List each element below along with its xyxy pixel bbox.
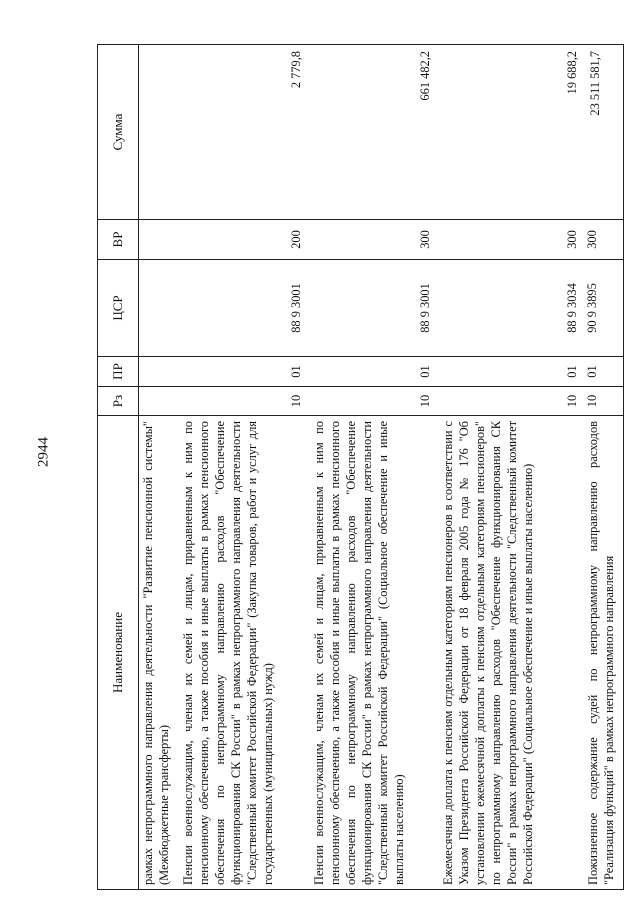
row-name: Пожизненное содержание судей по непрограммному направлению расходов "Реализация функций" в рамках непрограммного направления [584,416,624,890]
row-rz: 10 [437,387,584,416]
row-pr: 01 [584,357,624,387]
row-sum: 23 511 581,7 [584,45,624,220]
header-rz: Рз [98,387,139,416]
row-name: рамках непрограммного направления деятельности "Развитие пенсионной системы" (Межбюджетные трансферты) [139,416,177,890]
header-name: Наименование [98,416,139,890]
header-vr: ВР [98,220,139,260]
table-row [139,45,177,890]
table-row [177,45,308,890]
row-name: Пенсии военнослужащим, членам их семей и лицам, приравненным к ним по пенсионному обеспечению, а также пособия и иные выплаты в рамках пенсионного обеспечения по непрограммному направлению расходов "Обеспечение функционирования СК России" в рамках непрограммного направления деятельности "Следственный комитет Российской Федерации" (Социальное обеспечение и иные выплаты населению) [308,416,437,890]
row-pr: 01 [177,357,308,387]
page-number: 2944 [35,437,52,467]
table-header-row [98,45,139,890]
row-csr: 90 9 3895 [584,260,624,357]
row-sum: 19 688,2 [437,45,584,220]
row-csr: 88 9 3034 [437,260,584,357]
header-pr: ПР [98,357,139,387]
table-row [308,45,437,890]
row-vr: 300 [437,220,584,260]
row-rz [139,387,177,416]
row-sum: 2 779,8 [177,45,308,220]
row-vr: 200 [177,220,308,260]
row-csr: 88 9 3001 [177,260,308,357]
row-vr [139,220,177,260]
row-rz: 10 [177,387,308,416]
row-name: Пенсии военнослужащим, членам их семей и лицам, приравненным к ним по пенсионному обеспечению, а также пособия и иные выплаты в рамках пенсионного обеспечения по непрограммному направлению расходов "Обеспечение функционирования СК России" в рамках непрограммного направления деятельности "Следственный комитет Российской Федерации" (Закупка товаров, работ и услуг для государственных (муниципальных) нужд) [177,416,308,890]
budget-table [97,44,624,890]
row-rz: 10 [308,387,437,416]
row-sum [139,45,177,220]
budget-table-sheet [97,45,627,890]
header-csr: ЦСР [98,260,139,357]
row-vr: 300 [308,220,437,260]
row-csr: 88 9 3001 [308,260,437,357]
row-pr: 01 [437,357,584,387]
row-rz: 10 [584,387,624,416]
row-pr: 01 [308,357,437,387]
table-row [437,45,584,890]
row-vr: 300 [584,220,624,260]
row-csr [139,260,177,357]
header-sum: Сумма [98,45,139,220]
row-sum: 661 482,2 [308,45,437,220]
row-name: Ежемесячная доплата к пенсиям отдельным категориям пенсионеров в соответствии с Указом Президента Российской Федерации от 18 февраля 2005 года № 176 "Об установлении ежемесячной доплаты к пенсиям отдельным категориям пенсионеров" по непрограммному направлению расходов "Обеспечение функционирования СК России" в рамках непрограммного направления деятельности "Следственный комитет Российской Федерации" (Социальное обеспечение и иные выплаты населению) [437,416,584,890]
row-pr [139,357,177,387]
table-row [584,45,624,890]
